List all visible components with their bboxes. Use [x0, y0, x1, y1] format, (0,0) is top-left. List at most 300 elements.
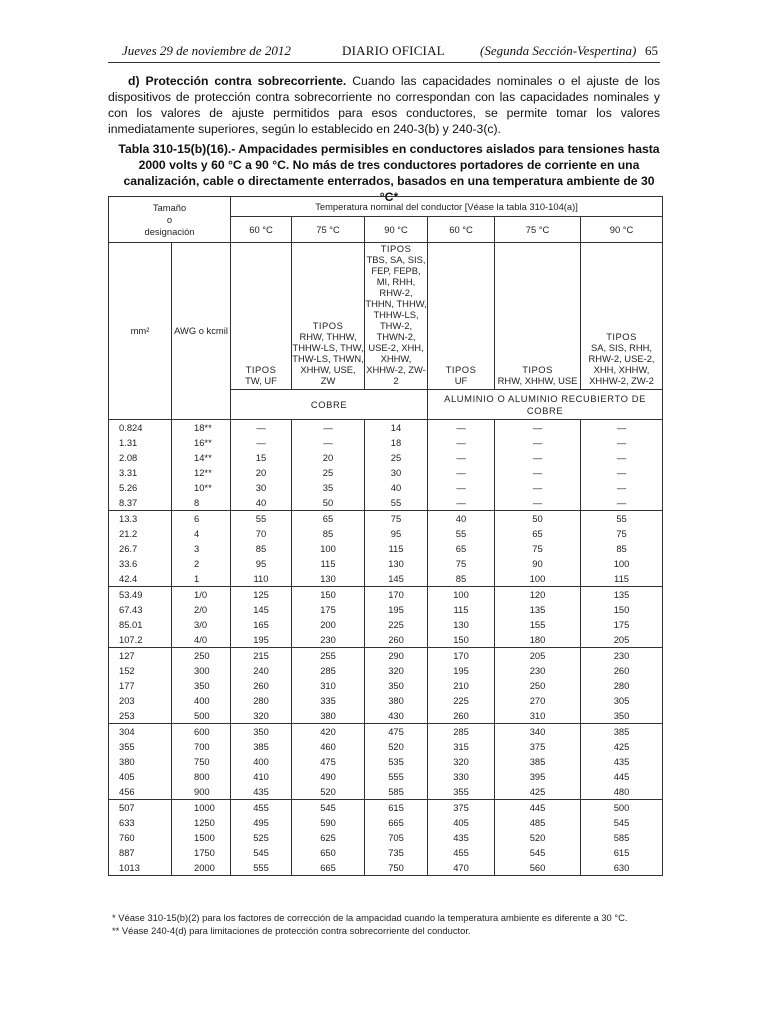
types-cell	[292, 243, 365, 390]
table-value: 700	[194, 741, 210, 752]
table-value: —	[456, 497, 466, 508]
table-value: 1	[194, 573, 200, 584]
table-value: 665	[388, 817, 404, 828]
copper-75c-cell	[292, 511, 365, 587]
table-value: 300	[194, 665, 210, 676]
table-value: 150	[613, 604, 630, 615]
table-value: 1000	[194, 802, 215, 813]
table-value: 385	[613, 726, 630, 737]
table-value: 525	[253, 832, 269, 843]
table-value: 75	[455, 558, 467, 569]
table-value: 130	[320, 573, 336, 584]
temp-header: 75 °C	[292, 217, 365, 243]
table-value: 615	[613, 847, 630, 858]
aluminum-60c-cell	[428, 800, 495, 876]
types-cell	[365, 243, 428, 390]
header-section: (Segunda Sección-Vespertina)	[480, 43, 637, 58]
table-value: 120	[529, 589, 546, 600]
types-cell	[428, 243, 495, 390]
table-value: 340	[529, 726, 546, 737]
table-value: 4	[194, 528, 200, 539]
table-value: 15	[255, 452, 267, 463]
table-value: 400	[194, 695, 210, 706]
table-value: —	[323, 437, 333, 448]
table-value: 355	[119, 741, 135, 752]
table-value: 590	[320, 817, 336, 828]
table-value: 760	[119, 832, 135, 843]
types-label: TIPOS	[522, 364, 553, 375]
table-value: 320	[453, 756, 469, 767]
table-value: 195	[453, 665, 469, 676]
temp-header: 75 °C	[495, 217, 581, 243]
table-value: 215	[253, 650, 269, 661]
copper-75c-cell	[292, 648, 365, 724]
table-value: 3/0	[194, 619, 208, 630]
table-value: 8	[194, 497, 200, 508]
table-value: 125	[253, 589, 269, 600]
temperature-header: Temperatura nominal del conductor [Véase la tabla 310-104(a)]	[231, 197, 663, 217]
aluminum-75c-cell	[495, 724, 581, 800]
table-value: 520	[529, 832, 546, 843]
footnotes	[112, 911, 672, 937]
table-value: 435	[253, 786, 269, 797]
types-label: TIPOS	[312, 320, 344, 331]
table-value: 375	[453, 802, 469, 813]
table-value: 65	[532, 528, 543, 539]
table-value: 180	[529, 634, 546, 645]
table-value: —	[616, 467, 627, 478]
table-value: 150	[320, 589, 336, 600]
awg-cell	[172, 587, 231, 648]
table-value: 625	[320, 832, 336, 843]
table-value: 633	[119, 817, 135, 828]
table-value: 305	[613, 695, 630, 706]
copper-60c-cell	[231, 724, 292, 800]
table-value: 110	[253, 573, 269, 584]
table-value: 100	[320, 543, 336, 554]
aluminum-header: ALUMINIO O ALUMINIO RECUBIERTO DE COBRE	[428, 390, 663, 420]
table-value: 475	[320, 756, 336, 767]
table-value: 650	[320, 847, 336, 858]
aluminum-60c-cell	[428, 587, 495, 648]
table-value: 270	[529, 695, 546, 706]
table-value: 0.824	[119, 422, 143, 433]
header-rule	[108, 62, 660, 63]
table-value: 14**	[194, 452, 212, 463]
table-value: 130	[453, 619, 469, 630]
table-value: 203	[119, 695, 135, 706]
table-value: 16**	[194, 437, 212, 448]
header-page-number: 65	[645, 43, 658, 58]
aluminum-75c-cell	[495, 648, 581, 724]
table-value: 410	[253, 771, 269, 782]
mm2-cell	[109, 648, 172, 724]
table-value: 95	[255, 558, 267, 569]
table-value: 545	[253, 847, 269, 858]
table-value: 177	[119, 680, 135, 691]
paragraph-bold-lead: d) Protección contra sobrecorriente.	[128, 74, 347, 88]
table-value: 3	[194, 543, 200, 554]
table-value: 315	[453, 741, 469, 752]
table-value: 135	[613, 589, 630, 600]
table-row-group	[109, 724, 663, 800]
copper-90c-cell	[365, 800, 428, 876]
table-value: —	[616, 482, 627, 493]
table-value: —	[456, 467, 466, 478]
table-value: 456	[119, 786, 135, 797]
copper-90c-cell	[365, 648, 428, 724]
table-value: 30	[255, 482, 267, 493]
page-header	[108, 43, 660, 61]
table-row-group	[109, 800, 663, 876]
table-value: 195	[253, 634, 269, 645]
types-cell	[581, 243, 663, 390]
table-value: 545	[320, 802, 336, 813]
table-value: 350	[253, 726, 269, 737]
types-list: TBS, SA, SIS, FEP, FEPB, MI, RHH, RHW-2, THHN, THHW, THHW-LS, THW-2, THWN-2, USE-2, XHH, XHHW, XHHW-2, ZW-2	[365, 254, 427, 386]
table-value: 1500	[194, 832, 215, 843]
table-value: 21.2	[119, 528, 138, 539]
table-value: 6	[194, 513, 200, 524]
awg-cell	[172, 511, 231, 587]
table-value: —	[256, 437, 266, 448]
table-value: 490	[320, 771, 336, 782]
ampacity-table	[108, 196, 663, 876]
table-value: 435	[453, 832, 469, 843]
table-value: 600	[194, 726, 210, 737]
table-value: 115	[388, 543, 404, 554]
table-caption-number: Tabla 310-15(b)(16).-	[118, 142, 236, 156]
awg-column-header: AWG o kcmil	[172, 243, 231, 420]
table-value: 455	[253, 802, 269, 813]
table-value: 205	[529, 650, 546, 661]
table-value: —	[616, 497, 627, 508]
copper-75c-cell	[292, 724, 365, 800]
table-value: 475	[388, 726, 404, 737]
table-value: 25	[390, 452, 402, 463]
awg-cell	[172, 800, 231, 876]
paragraph-text: Cuando las capacidades nominales o el ajuste de los dispositivos de protección contra sobrecorriente no correspondan con las capacidades nominales y con los valores de ajuste permitidos para esos conductores, se permite tomar los valores inmediatamente superiores, según lo establecido en 240-3(b) y 240-3(c).	[108, 74, 661, 136]
table-value: 1750	[194, 847, 215, 858]
table-value: 1013	[119, 862, 140, 873]
table-value: 560	[529, 862, 546, 873]
aluminum-90c-cell	[581, 420, 663, 511]
size-header	[109, 197, 231, 243]
table-value: 350	[194, 680, 210, 691]
table-value: 14	[390, 422, 402, 433]
aluminum-60c-cell	[428, 420, 495, 511]
awg-cell	[172, 648, 231, 724]
mm2-cell	[109, 587, 172, 648]
table-caption-text: Ampacidades permisibles en conductores aislados para tensiones hasta 2000 volts y 60 °C a 90 °C. No más de tres conductores portadores de corriente en una canalización, cable o directamente enterrados, basados en una temperatura ambiente de 30 °C*	[123, 142, 660, 204]
table-value: 380	[320, 710, 336, 721]
copper-90c-cell	[365, 587, 428, 648]
table-value: —	[456, 482, 466, 493]
table-value: 1250	[194, 817, 215, 828]
table-value: 400	[253, 756, 269, 767]
table-value: 175	[320, 604, 336, 615]
table-value: 10**	[194, 482, 212, 493]
awg-cell	[172, 420, 231, 511]
table-value: 310	[320, 680, 336, 691]
copper-header: COBRE	[231, 390, 428, 420]
table-value: 130	[388, 558, 404, 569]
copper-60c-cell	[231, 511, 292, 587]
table-value: 2.08	[119, 452, 138, 463]
table-value: —	[456, 452, 466, 463]
table-value: 405	[119, 771, 135, 782]
table-value: 55	[616, 513, 627, 524]
table-value: 20	[255, 467, 267, 478]
table-value: 255	[320, 650, 336, 661]
table-value: 500	[194, 710, 210, 721]
table-value: 1.31	[119, 437, 138, 448]
table-value: 507	[119, 802, 135, 813]
copper-60c-cell	[231, 420, 292, 511]
table-value: 520	[320, 786, 336, 797]
size-header-line: Tamaño	[152, 201, 187, 213]
table-value: 100	[529, 573, 546, 584]
temp-header: 60 °C	[231, 217, 292, 243]
copper-75c-cell	[292, 420, 365, 511]
table-value: —	[616, 452, 627, 463]
table-value: 40	[390, 482, 402, 493]
table-value: 5.26	[119, 482, 138, 493]
temp-header: 90 °C	[581, 217, 663, 243]
table-value: 545	[613, 817, 630, 828]
table-value: 425	[529, 786, 546, 797]
table-value: 50	[322, 497, 334, 508]
table-value: 65	[455, 543, 467, 554]
table-value: 800	[194, 771, 210, 782]
table-value: —	[616, 422, 627, 433]
table-row-group	[109, 420, 663, 511]
table-value: 310	[529, 710, 546, 721]
table-value: —	[532, 497, 543, 508]
table-value: 500	[613, 802, 630, 813]
table-value: 127	[119, 650, 135, 661]
footnote: * Véase 310-15(b)(2) para los factores de corrección de la ampacidad cuando la temperatura ambiente es diferente a 30 °C.	[112, 912, 628, 923]
header-date: Jueves 29 de noviembre de 2012	[122, 43, 291, 58]
header-publication-title: DIARIO OFICIAL	[342, 43, 445, 58]
table-value: 750	[388, 862, 404, 873]
table-value: 67.43	[119, 604, 143, 615]
table-value: 375	[529, 741, 546, 752]
table-value: 335	[320, 695, 336, 706]
table-value: 615	[388, 802, 404, 813]
types-label: TIPOS	[380, 243, 412, 254]
table-value: 260	[453, 710, 469, 721]
table-value: 230	[320, 634, 336, 645]
table-value: 200	[320, 619, 336, 630]
table-value: 485	[529, 817, 546, 828]
aluminum-90c-cell	[581, 724, 663, 800]
table-value: 425	[613, 741, 630, 752]
mm2-cell	[109, 724, 172, 800]
table-value: 285	[453, 726, 469, 737]
types-list: SA, SIS, RHH, RHW-2, USE-2, XHH, XHHW, XHHW-2, ZW-2	[588, 342, 655, 386]
copper-90c-cell	[365, 420, 428, 511]
table-value: 165	[253, 619, 269, 630]
table-value: 85	[255, 543, 267, 554]
table-value: 330	[453, 771, 469, 782]
table-value: 420	[320, 726, 336, 737]
table-value: 35	[322, 482, 334, 493]
table-value: 395	[529, 771, 546, 782]
table-value: 887	[119, 847, 135, 858]
table-value: 260	[613, 665, 630, 676]
table-value: 750	[194, 756, 210, 767]
table-value: 40	[255, 497, 267, 508]
table-value: 470	[453, 862, 469, 873]
table-value: 445	[529, 802, 546, 813]
aluminum-90c-cell	[581, 511, 663, 587]
copper-60c-cell	[231, 587, 292, 648]
table-value: 2000	[194, 862, 215, 873]
table-value: 665	[320, 862, 336, 873]
table-value: 304	[119, 726, 135, 737]
table-value: 53.49	[119, 589, 143, 600]
table-value: 85	[616, 543, 627, 554]
table-value: 55	[390, 497, 402, 508]
awg-cell	[172, 724, 231, 800]
types-list: RHW, XHHW, USE	[497, 375, 578, 386]
table-value: 85	[455, 573, 467, 584]
table-value: 30	[390, 467, 402, 478]
table-value: 520	[388, 741, 404, 752]
table-value: 900	[194, 786, 210, 797]
table-value: 405	[453, 817, 469, 828]
table-value: 145	[253, 604, 269, 615]
table-value: 280	[253, 695, 269, 706]
aluminum-90c-cell	[581, 800, 663, 876]
table-value: 25	[322, 467, 334, 478]
table-value: 230	[613, 650, 630, 661]
copper-75c-cell	[292, 587, 365, 648]
table-value: 225	[388, 619, 404, 630]
table-value: 100	[453, 589, 469, 600]
table-value: 135	[529, 604, 546, 615]
copper-60c-cell	[231, 648, 292, 724]
table-value: 253	[119, 710, 135, 721]
table-value: 355	[453, 786, 469, 797]
temp-header: 60 °C	[428, 217, 495, 243]
types-list: UF	[454, 375, 468, 386]
aluminum-60c-cell	[428, 511, 495, 587]
table-value: 50	[532, 513, 543, 524]
types-cell	[231, 243, 292, 390]
table-value: 250	[529, 680, 546, 691]
table-value: —	[256, 422, 266, 433]
aluminum-60c-cell	[428, 648, 495, 724]
table-value: 115	[614, 573, 629, 584]
mm2-cell	[109, 420, 172, 511]
table-value: 13.3	[119, 513, 138, 524]
aluminum-75c-cell	[495, 587, 581, 648]
table-value: 42.4	[119, 573, 138, 584]
copper-90c-cell	[365, 511, 428, 587]
table-value: —	[456, 422, 466, 433]
table-value: 33.6	[119, 558, 138, 569]
footnote: ** Véase 240-4(d) para limitaciones de protección contra sobrecorriente del conductor.	[112, 925, 471, 936]
table-value: 85	[322, 528, 334, 539]
table-value: 95	[390, 528, 402, 539]
size-header-line: o	[166, 213, 173, 225]
mm2-column-header: mm²	[109, 243, 172, 420]
aluminum-60c-cell	[428, 724, 495, 800]
table-value: 210	[453, 680, 469, 691]
table-value: 225	[453, 695, 469, 706]
table-value: —	[616, 437, 627, 448]
table-value: —	[532, 452, 543, 463]
table-value: 90	[532, 558, 543, 569]
table-value: 585	[388, 786, 404, 797]
table-value: 1/0	[194, 589, 208, 600]
table-value: 170	[453, 650, 469, 661]
table-value: 20	[322, 452, 334, 463]
table-value: 380	[119, 756, 135, 767]
aluminum-75c-cell	[495, 420, 581, 511]
table-value: 150	[453, 634, 469, 645]
table-value: 350	[388, 680, 404, 691]
table-value: —	[532, 437, 543, 448]
table-value: 385	[529, 756, 546, 767]
table-value: 18	[390, 437, 402, 448]
table-value: 4/0	[194, 634, 208, 645]
copper-75c-cell	[292, 800, 365, 876]
copper-90c-cell	[365, 724, 428, 800]
copper-60c-cell	[231, 800, 292, 876]
table-value: 290	[388, 650, 404, 661]
table-value: 455	[453, 847, 469, 858]
mm2-cell	[109, 800, 172, 876]
table-value: 8.37	[119, 497, 138, 508]
table-value: 260	[253, 680, 269, 691]
table-value: 705	[388, 832, 404, 843]
table-value: 285	[320, 665, 336, 676]
table-value: 430	[388, 710, 404, 721]
table-value: 320	[388, 665, 404, 676]
table-value: 2	[194, 558, 200, 569]
table-value: 195	[388, 604, 404, 615]
table-value: 55	[255, 513, 267, 524]
table-value: 107.2	[119, 634, 143, 645]
table-value: —	[532, 482, 543, 493]
table-value: 280	[613, 680, 630, 691]
table-value: 3.31	[119, 467, 138, 478]
types-label: TIPOS	[606, 331, 637, 342]
types-list: TW, UF	[245, 375, 277, 386]
aluminum-90c-cell	[581, 587, 663, 648]
temp-header: 90 °C	[365, 217, 428, 243]
mm2-cell	[109, 511, 172, 587]
table-value: 535	[388, 756, 404, 767]
table-value: 40	[455, 513, 467, 524]
table-value: 260	[388, 634, 404, 645]
table-value: 18**	[194, 422, 212, 433]
types-cell	[495, 243, 581, 390]
table-value: 55	[455, 528, 467, 539]
table-value: 175	[613, 619, 630, 630]
table-value: 115	[453, 604, 469, 615]
table-value: 152	[119, 665, 135, 676]
aluminum-90c-cell	[581, 648, 663, 724]
table-row-group	[109, 511, 663, 587]
table-value: 170	[388, 589, 404, 600]
table-value: 250	[194, 650, 210, 661]
table-value: 350	[613, 710, 630, 721]
table-value: 65	[322, 513, 334, 524]
